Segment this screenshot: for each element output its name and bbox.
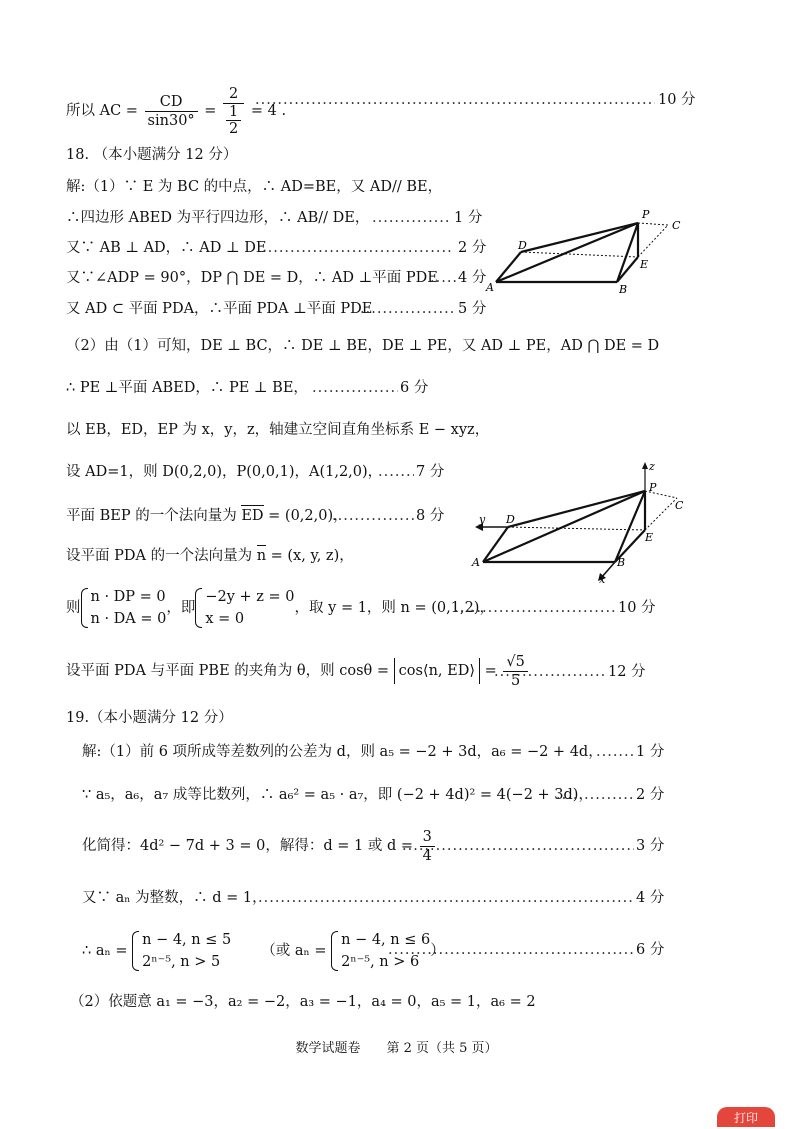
- score-points: 4 分: [458, 270, 487, 286]
- text: ，即: [166, 600, 196, 616]
- page-footer: 数学试题卷 第 2 页（共 5 页）: [295, 1041, 498, 1056]
- print-badge[interactable]: 打印: [717, 1107, 775, 1127]
- dot-leader: [402, 838, 634, 854]
- dot-leader: [556, 787, 634, 803]
- absolute-value: cos⟨n, ED⟩: [394, 658, 480, 684]
- q18-line: 以 EB，ED，EP 为 x，y，z，轴建立空间直角坐标系 E − xyz，: [66, 422, 490, 438]
- label-C: C: [672, 219, 681, 232]
- score-points: 10 分: [658, 92, 696, 108]
- vector-ED: ED: [241, 508, 264, 524]
- score-points: 8 分: [416, 508, 445, 524]
- text: =: [480, 663, 502, 679]
- score-points: 5 分: [458, 301, 487, 317]
- dot-leader: [454, 600, 616, 616]
- score-points: 12 分: [608, 664, 646, 680]
- dot-leader: [312, 380, 398, 396]
- text: = (x, y, z)，: [266, 548, 354, 564]
- score-points: 2 分: [458, 240, 487, 256]
- frac-num: CD: [145, 93, 198, 112]
- figure-prism-2: [465, 460, 695, 585]
- frac-den: [223, 104, 244, 137]
- inner-fraction: [226, 104, 241, 137]
- label-B: B: [619, 283, 628, 296]
- dot-leader: [372, 210, 452, 226]
- dot-leader: [596, 744, 634, 760]
- label-D: D: [506, 513, 515, 526]
- dot-leader: [255, 92, 655, 108]
- label-C: C: [675, 499, 684, 512]
- question-18-header: 18. （本小题满分 12 分）: [66, 147, 238, 163]
- equation-system: [81, 586, 167, 630]
- text: = (0,2,0)，: [263, 508, 348, 524]
- label-E: E: [640, 258, 649, 271]
- z-arrow-icon: [642, 462, 648, 469]
- edge-EC: [645, 498, 677, 530]
- edge-BP: [617, 223, 638, 282]
- score-points: 4 分: [636, 890, 665, 906]
- label-E: E: [645, 531, 654, 544]
- equation-row: x = 0: [205, 611, 245, 627]
- text: = 4 .: [246, 103, 287, 119]
- frac-num: 1: [226, 104, 241, 121]
- piece-row: n − 4, n ≤ 6: [341, 932, 431, 948]
- q18-line: 又∵∠ADP = 90°，DP ⋂ DE = D，∴ AD ⊥平面 PDE: [66, 270, 438, 286]
- label-x: x: [599, 573, 606, 585]
- q18-line: 又 AD ⊂ 平面 PDA，∴平面 PDA ⊥平面 PDE: [66, 301, 373, 317]
- q18-line: ∴ PE ⊥平面 ABED，∴ PE ⊥ BE，: [66, 380, 308, 396]
- dot-leader: [332, 508, 414, 524]
- label-z: z: [649, 460, 655, 473]
- q18-line: [66, 584, 494, 632]
- edge-BE: [617, 257, 638, 282]
- label-P: P: [649, 481, 657, 494]
- score-points: 2 分: [636, 787, 665, 803]
- text: =: [199, 103, 222, 119]
- q19-line: 解:（1）前 6 项所成等差数列的公差为 d，则 a₅ = −2 + 3d，a₆ = −2 + 4d，: [82, 744, 603, 760]
- edge-PC: [638, 223, 668, 225]
- label-P: P: [642, 208, 650, 221]
- edge-DE: [508, 527, 645, 530]
- q19-line: [82, 822, 437, 870]
- equation-system: [195, 586, 294, 630]
- frac-num: 2: [223, 85, 244, 104]
- equation-row: −2y + z = 0: [205, 589, 295, 605]
- q18-line: （2）由（1）可知，DE ⊥ BC，∴ DE ⊥ BE，DE ⊥ PE，又 AD ⊥ PE，AD ⋂ DE = D: [66, 338, 660, 354]
- text: 化简得：4d² − 7d + 3 = 0，解得：d = 1 或 d =: [82, 838, 418, 854]
- vector-n: n: [256, 548, 267, 564]
- q18-line: 设 AD=1，则 D(0,2,0)，P(0,0,1)，A(1,2,0)，: [66, 464, 383, 480]
- label-y: y: [479, 513, 486, 526]
- dot-leader: [430, 270, 456, 286]
- edge-DE: [521, 252, 638, 257]
- equation-row: n · DP = 0: [90, 589, 166, 605]
- dot-leader: [262, 240, 454, 256]
- frac-den: 5: [510, 672, 521, 689]
- text: 所以 AC =: [66, 103, 143, 119]
- dot-leader: [494, 664, 606, 680]
- label-A: A: [472, 556, 480, 569]
- frac-den: sin30°: [147, 112, 195, 129]
- text: 则: [66, 600, 81, 616]
- q18-line: ∴四边形 ABED 为平行四边形，∴ AB// DE，: [66, 210, 370, 226]
- piece-row: 2ⁿ⁻⁵, n > 6: [341, 954, 420, 970]
- question-19-header: 19.（本小题满分 12 分）: [66, 710, 233, 726]
- piece-row: n − 4, n ≤ 5: [142, 932, 232, 948]
- q18-line: [66, 506, 348, 526]
- text: ∴ aₙ =: [82, 943, 133, 959]
- q18-line: 又∵ AB ⊥ AD，∴ AD ⊥ DE: [66, 240, 267, 256]
- text: 平面 BEP 的一个法向量为: [66, 508, 242, 524]
- text: ，取 y = 1，则 n = (0,1,2)，: [294, 600, 494, 616]
- frac-num: √5: [503, 653, 527, 672]
- score-points: 6 分: [636, 942, 665, 958]
- q18-line: 解:（1）∵ E 为 BC 的中点，∴ AD=BE，又 AD// BE，: [66, 179, 443, 195]
- score-points: 6 分: [400, 380, 429, 396]
- text: ）: [430, 943, 445, 959]
- q19-line: ∵ a₅，a₆，a₇ 成等比数列，∴ a₆² = a₅ · a₇，即 (−2 + 4d)² = 4(−2 + 3d)，: [82, 787, 593, 803]
- piece-row: 2ⁿ⁻⁵, n > 5: [142, 954, 221, 970]
- label-B: B: [617, 556, 626, 569]
- text: 设平面 PDA 的一个法向量为: [66, 548, 257, 564]
- label-D: D: [518, 239, 527, 252]
- q19-line: 又∵ aₙ 为整数，∴ d = 1，: [82, 890, 267, 906]
- q18-line: [66, 546, 354, 566]
- edge-EC: [638, 225, 668, 257]
- label-A: A: [486, 281, 494, 294]
- dot-leader: [388, 942, 634, 958]
- text: 设平面 PDA 与平面 PBE 的夹角为 θ，则 cosθ =: [66, 663, 394, 679]
- score-points: 3 分: [636, 838, 665, 854]
- score-points: 1 分: [636, 744, 665, 760]
- frac-den: 4: [422, 847, 432, 864]
- dot-leader: [258, 890, 634, 906]
- frac-den: 2: [229, 121, 239, 137]
- nested-fraction: [223, 85, 244, 137]
- edge-AP: [496, 223, 638, 282]
- figure-prism-1: [480, 205, 695, 305]
- frac-num: 3: [420, 828, 435, 847]
- piecewise-definition: [132, 929, 231, 973]
- score-points: 10 分: [618, 600, 656, 616]
- score-points: 7 分: [416, 464, 445, 480]
- q17-final-result: [66, 82, 286, 140]
- q19-line: （2）依题意 a₁ = −3，a₂ = −2，a₃ = −1，a₄ = 0，a₅ = 1，a₆ = 2: [70, 994, 536, 1010]
- text: （或 aₙ =: [261, 943, 332, 959]
- dot-leader: [360, 301, 456, 317]
- score-points: 1 分: [454, 210, 483, 226]
- equation-row: n · DA = 0: [90, 611, 167, 627]
- q18-line: [66, 648, 530, 694]
- fraction: [145, 93, 198, 130]
- dot-leader: [378, 464, 414, 480]
